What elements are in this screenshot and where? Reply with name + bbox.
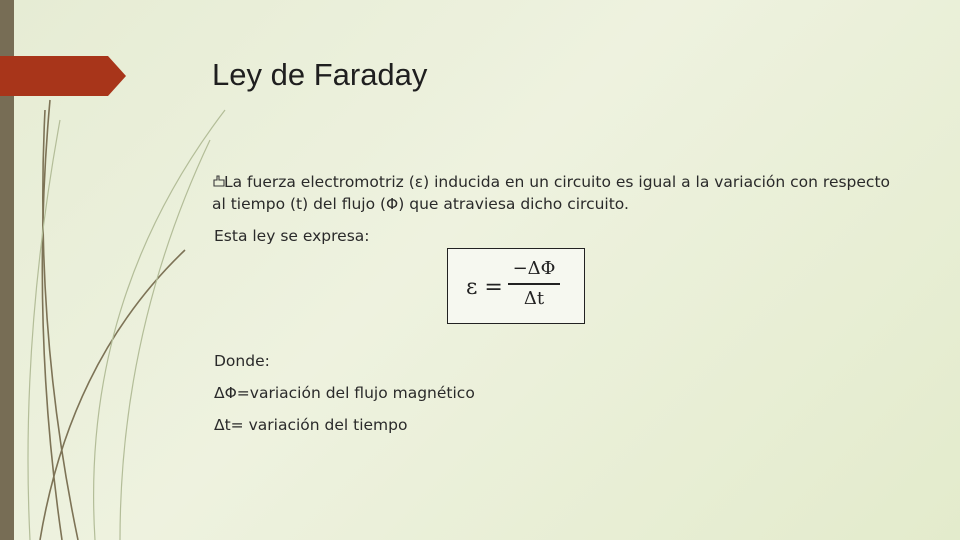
definition-flux: ΔΦ=variación del flujo magnético — [214, 384, 475, 402]
formula-denominator: Δt — [523, 287, 545, 309]
formula-fraction — [508, 257, 560, 311]
fraction-bar — [508, 283, 560, 285]
title-accent-arrow — [0, 56, 130, 98]
intro-paragraph: La fuerza electromotriz (ε) inducida en un circuito es igual a la variación con respecto al tiempo (t) del flujo (Φ) que atraviesa dicho circuito. — [212, 173, 891, 213]
formula-box — [447, 248, 585, 324]
formula-numerator: −ΔΦ — [512, 258, 556, 279]
slide-title: Ley de Faraday — [212, 57, 428, 92]
definition-time: Δt= variación del tiempo — [214, 416, 408, 434]
expression-intro: Esta ley se expresa: — [214, 227, 370, 245]
where-label: Donde: — [214, 352, 270, 370]
formula-lhs: ε = — [466, 275, 503, 300]
